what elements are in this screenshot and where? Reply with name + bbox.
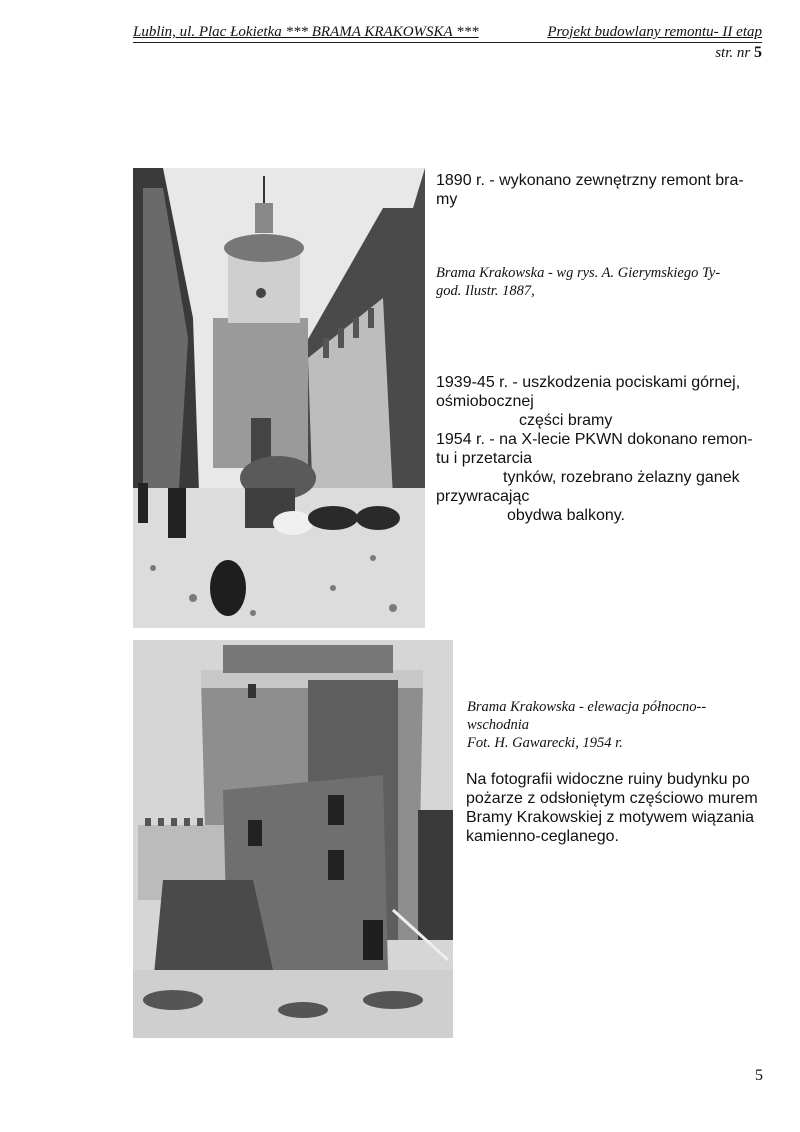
event-text-line: tynków, rozebrano żelazny ganek	[503, 469, 740, 486]
ruins-description-line: Na fotografii widoczne ruiny budynku po	[466, 771, 750, 788]
event-1890-line-2: my	[436, 191, 458, 208]
footer-page-number: 5	[755, 1067, 763, 1084]
event-1890-line-1: 1890 r. - wykonano zewnętrzny remont bra-	[436, 172, 744, 189]
ruins-caption-line-3: Fot. H. Gawarecki, 1954 r.	[467, 735, 623, 751]
event-text-line: przywracając	[436, 488, 530, 505]
header-page-number: 5	[754, 44, 762, 61]
header-right-text: Projekt budowlany remontu- II etap	[547, 24, 762, 40]
ruins-description-line: Bramy Krakowskiej z motywem wiązania	[466, 809, 755, 826]
drawing-caption	[436, 264, 766, 300]
historic-drawing-image	[133, 168, 425, 628]
ruins-caption-line-2: wschodnia	[467, 717, 530, 733]
event-text-line: 1939-45 r. - uszkodzenia pociskami górnej,	[436, 374, 741, 391]
event-text-line: ośmiobocznej	[436, 393, 534, 410]
ruins-photograph-image	[133, 640, 453, 1038]
event-1890	[436, 171, 766, 209]
header-rule	[133, 42, 762, 43]
drawing-caption-line-1: Brama Krakowska - wg rys. A. Gierymskiego Ty-	[436, 265, 721, 281]
ruins-caption	[467, 698, 787, 752]
event-text-line: obydwa balkony.	[507, 507, 625, 524]
drawing-caption-line-2: god. Ilustr. 1887,	[436, 283, 535, 299]
event-text-line: części bramy	[519, 412, 613, 429]
ruins-caption-line-1: Brama Krakowska - elewacja północno--	[467, 699, 707, 715]
ruins-description	[466, 770, 786, 846]
header-left-text: Lublin, ul. Plac Łokietka *** BRAMA KRAKOWSKA ***	[133, 24, 479, 40]
ruins-description-line: kamienno-ceglanego.	[466, 828, 619, 845]
event-text-line: tu i przetarcia	[436, 450, 533, 467]
header-page-label: str. nr	[715, 45, 754, 61]
event-text-line: 1954 r. - na X-lecie PKWN dokonano remon-	[436, 431, 753, 448]
events-1939-1954	[436, 373, 776, 525]
ruins-description-line: pożarze z odsłoniętym częściowo murem	[466, 790, 758, 807]
header-page-indicator	[715, 44, 762, 62]
